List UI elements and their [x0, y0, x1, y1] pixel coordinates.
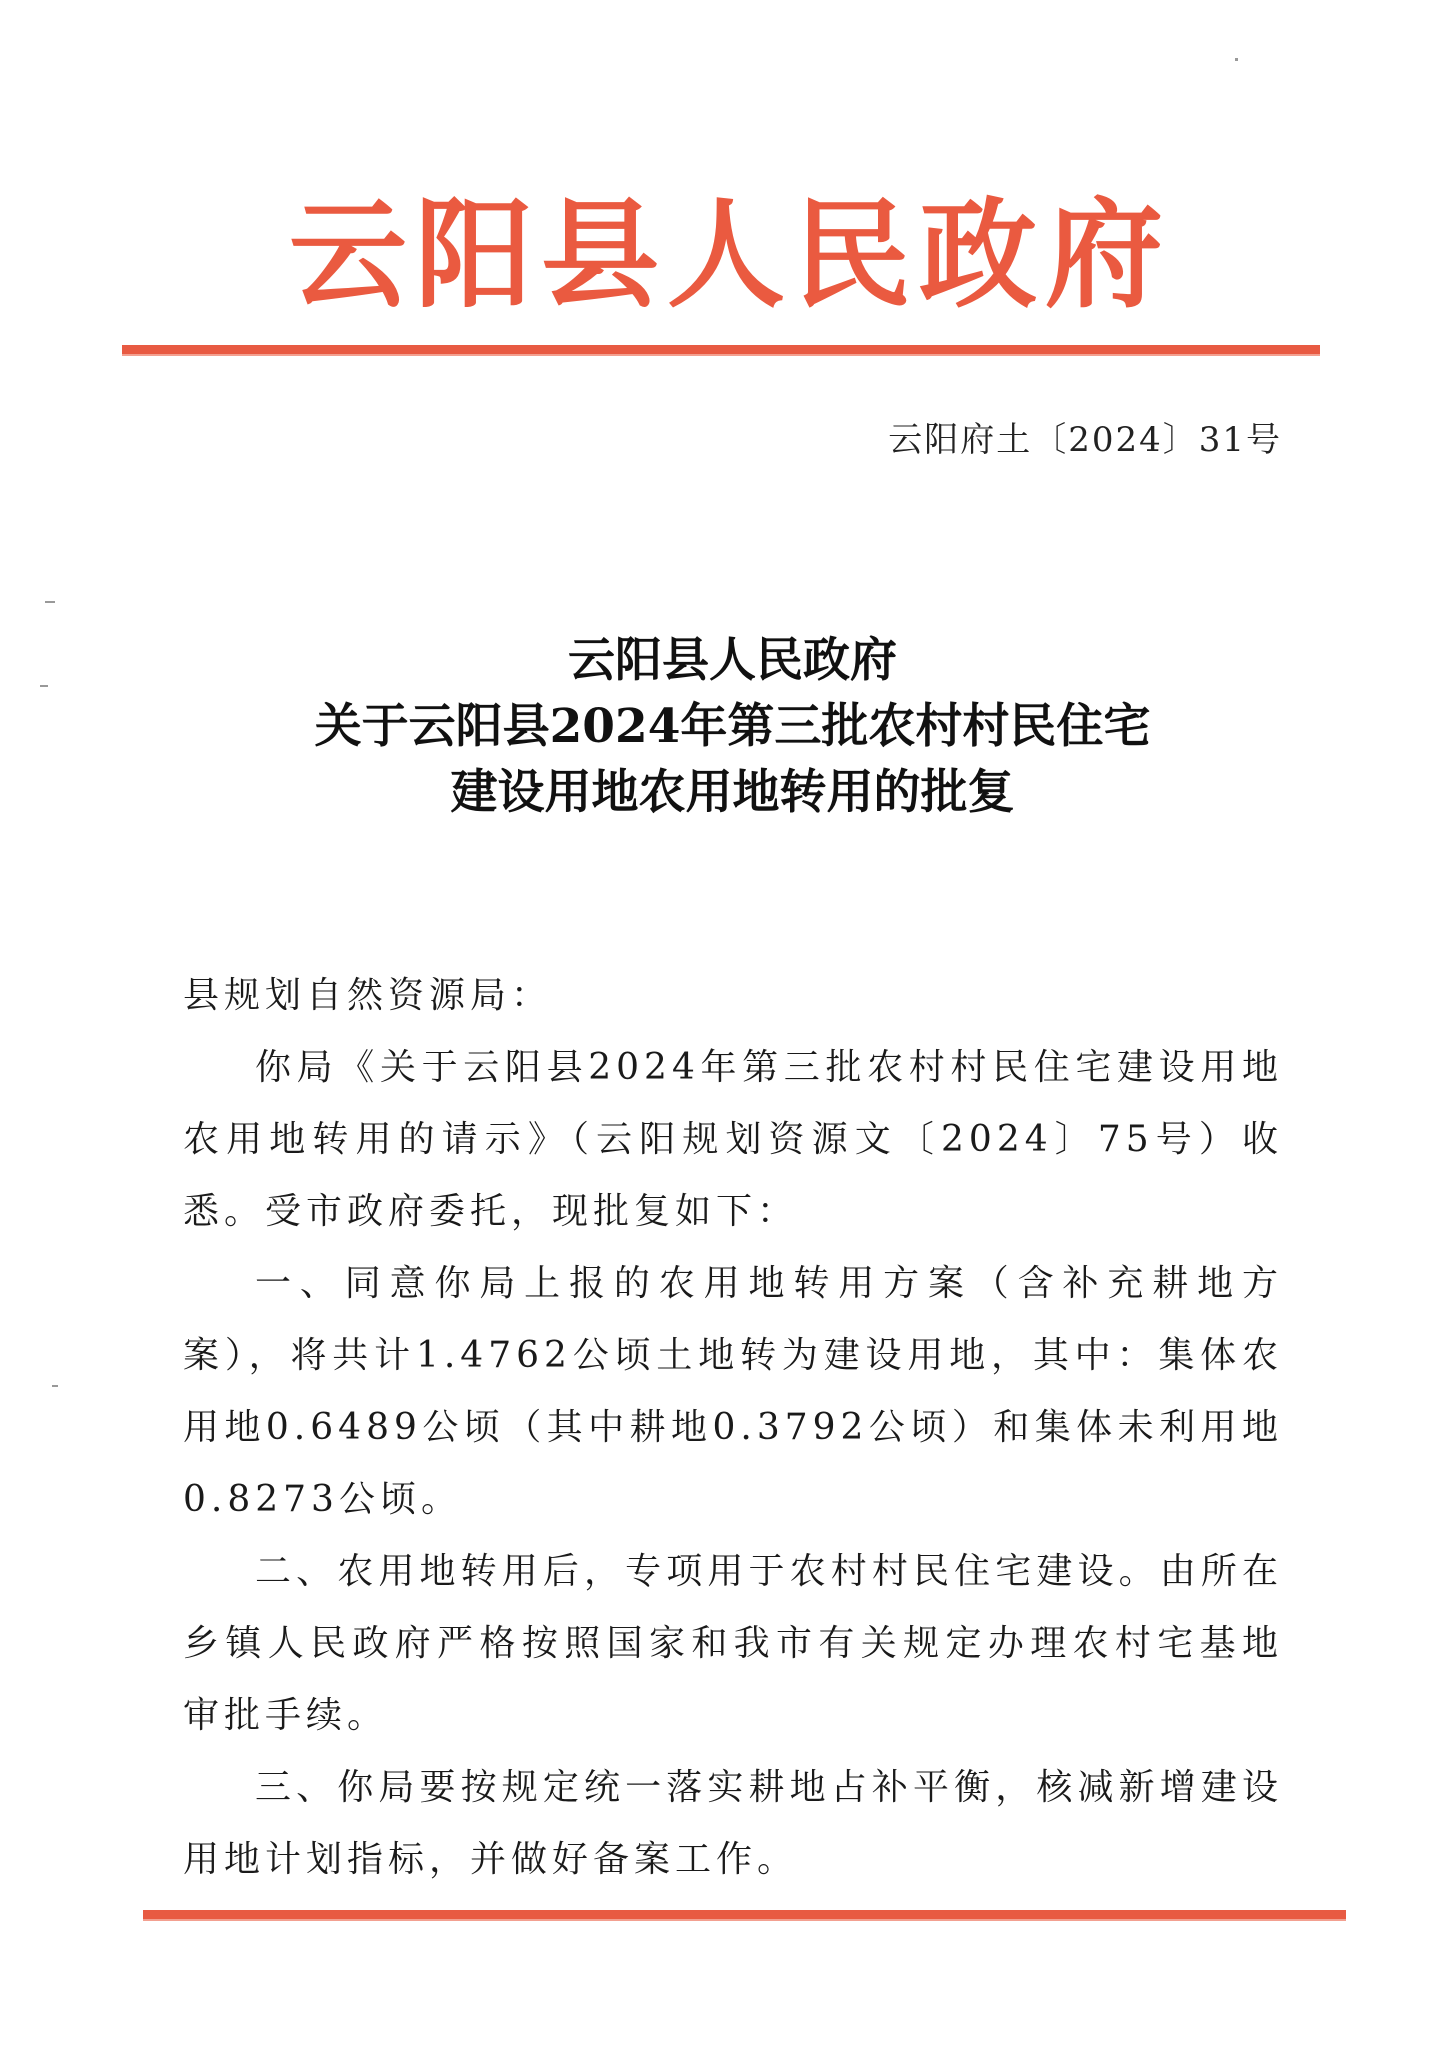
title-line-1: 云阳县人民政府 — [568, 633, 897, 688]
document-title — [150, 628, 1315, 826]
scan-speck — [52, 1385, 58, 1387]
title-line-3: 建设用地农用地转用的批复 — [450, 765, 1015, 820]
paragraph-intro: 你局《关于云阳县2024年第三批农村村民住宅建设用地农用地转用的请示》（云阳规划资源文〔2024〕75号）收悉。受市政府委托，现批复如下： — [183, 1047, 1283, 1232]
top-red-rule — [122, 345, 1320, 356]
paragraph-item-1: 一、同意你局上报的农用地转用方案（含补充耕地方案），将共计1.4762公顷土地转为建设用地，其中：集体农用地0.6489公顷（其中耕地0.3792公顷）和集体未利用地0.8273公顷。 — [183, 1263, 1283, 1520]
paragraph-item-2: 二、农用地转用后，专项用于农村村民住宅建设。由所在乡镇人民政府严格按照国家和我市有关规定办理农村宅基地审批手续。 — [183, 1551, 1283, 1736]
document-body — [183, 960, 1283, 1896]
title-line-2: 关于云阳县2024年第三批农村村民住宅 — [314, 699, 1151, 754]
salutation: 县规划自然资源局： — [183, 975, 553, 1016]
scan-speck — [45, 601, 55, 603]
scan-speck — [1235, 58, 1238, 61]
bottom-red-rule — [143, 1910, 1346, 1921]
document-number: 云阳府土〔2024〕31号 — [888, 420, 1282, 460]
paragraph-item-3: 三、你局要按规定统一落实耕地占补平衡，核减新增建设用地计划指标，并做好备案工作。 — [183, 1767, 1283, 1880]
org-masthead: 云阳县人民政府 — [288, 186, 1171, 324]
scan-speck — [40, 685, 48, 687]
